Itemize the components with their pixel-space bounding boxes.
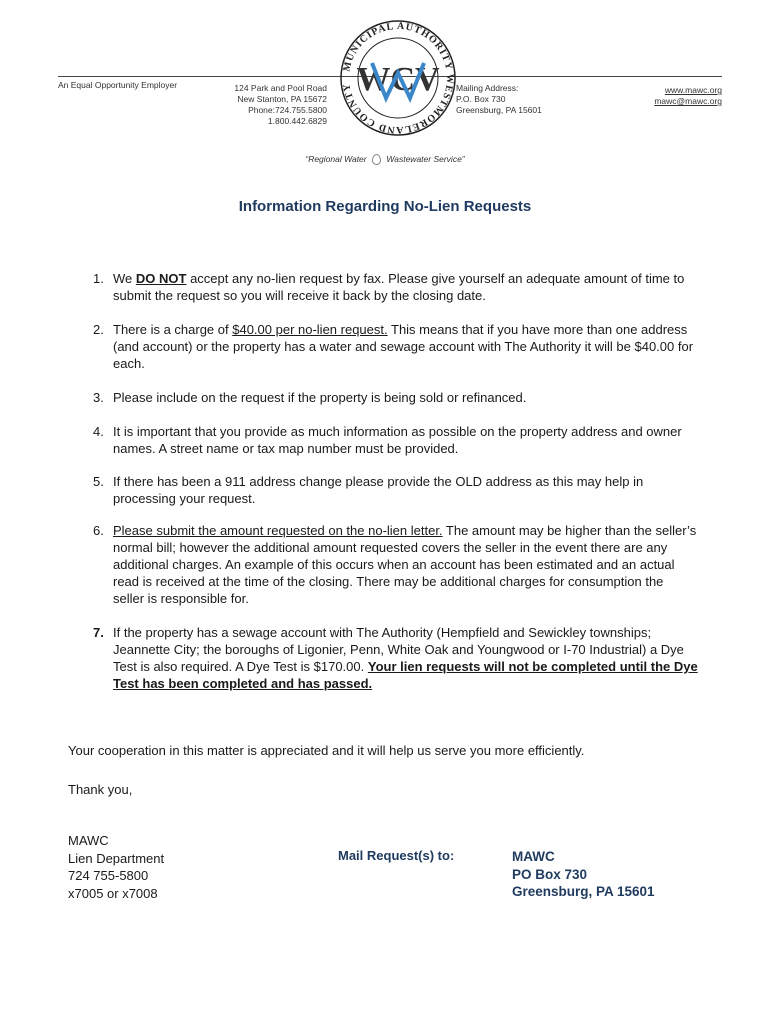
tagline: “Regional Water Wastewater Service” (305, 154, 465, 164)
list-item: 1. We DO NOT accept any no-lien request by fax. Please give yourself an adequate amount of time to submit the request so you will receive it back by the closing date. (93, 271, 685, 303)
list-item: 7. If the property has a sewage account with The Authority (Hempfield and Sewickley townships; Jeannette City; the boroughs of Ligonier, Penn, White Oak and Youngwood or I-70 Industrial) a Dye Test is also required. A Dye Test is $170.00. Your lien requests will not be completed until the Dye Test has been completed and has passed. (93, 625, 698, 691)
thanks: Thank you, (68, 782, 133, 797)
mail-label: Mail Request(s) to: (338, 848, 455, 863)
email-link[interactable]: mawc@mawc.org (654, 96, 722, 106)
website-link[interactable]: www.mawc.org (664, 85, 722, 95)
cooperation-note: Your cooperation in this matter is appreciated and it will help us serve you more efficiently. (68, 743, 585, 758)
svg-text:MUNICIPAL AUTHORITY WESTMORELA: MUNICIPAL AUTHORITY WESTMORELAND COUNTY (341, 20, 456, 136)
list-item: 6. Please submit the amount requested on the no-lien letter. The amount may be higher than the seller’s normal bill; however the additional amount requested covers the seller in the event there are any additional charges. An example of this occurs when an account has been estimated and an actual read is received at the time of the closing. There may be additional charges for consumption the seller is responsible for. (93, 523, 697, 606)
signature-block: MAWC Lien Department 724 755-5800 x7005 or x7008 (68, 833, 165, 901)
employer-note: An Equal Opportunity Employer (58, 80, 178, 90)
list-item: 4. It is important that you provide as much information as possible on the property address and owner names. A street name or tax map number must be provided. (93, 424, 682, 456)
list-item: 2. There is a charge of $40.00 per no-lien request. This means that if you have more than one address (and account) or the property has a water and sewage account with The Authority it will be $40.00 for each. (93, 322, 694, 371)
mawc-seal-logo (338, 18, 458, 138)
mailing-address: Mailing Address: P.O. Box 730 Greensburg, PA 15601 (456, 83, 542, 115)
page-title: Information Regarding No-Lien Requests (238, 198, 532, 215)
mail-address: MAWC PO Box 730 Greensburg, PA 15601 (512, 849, 655, 899)
svg-text:WCV: WCV (356, 61, 440, 98)
list-item: 5. If there has been a 911 address change please provide the OLD address as this may help in processing your request. (93, 474, 644, 506)
web-contacts (600, 85, 722, 107)
water-drop-icon (372, 154, 381, 165)
street-address: 124 Park and Pool Road New Stanton, PA 15672 Phone:724.755.5800 1.800.442.6829 (234, 83, 327, 126)
